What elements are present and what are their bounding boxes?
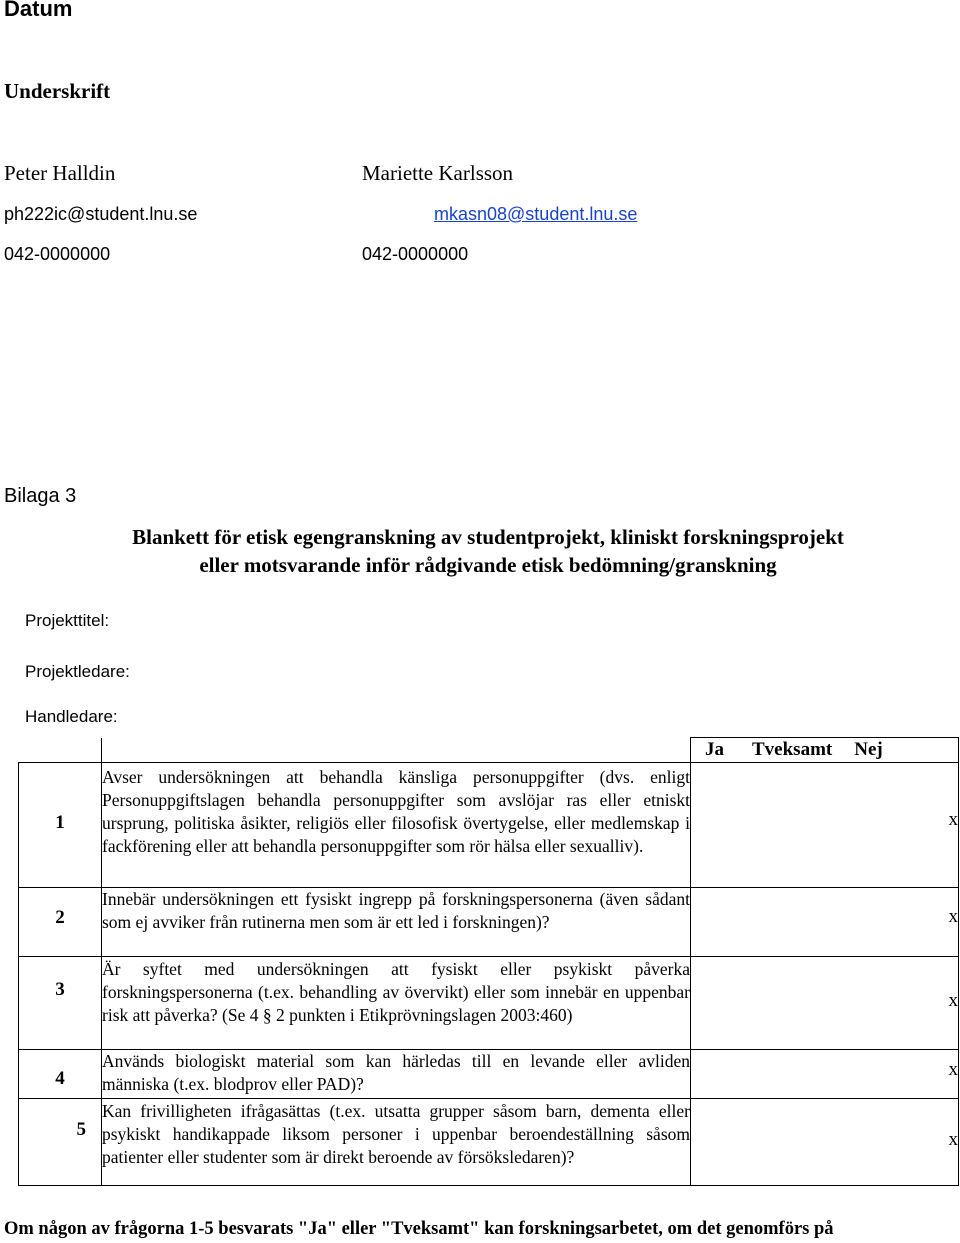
question-number: 5 (19, 1099, 102, 1186)
projekttitel-label: Projekttitel: (25, 611, 110, 630)
question-text: Innebär undersökningen ett fysiskt ingrepp på forskningspersonerna (även sådant som ej avviker från rutinerna men som är ett led i forskningen)? (102, 888, 691, 957)
header-spacer (102, 738, 691, 763)
answer-header-nej: Nej (854, 739, 883, 760)
question-text: Används biologiskt material som kan härledas till en levande eller avliden människa (t.ex. blodprov eller PAD)? (102, 1050, 691, 1099)
answer-header-row (19, 738, 959, 763)
question-text: Är syftet med undersökningen att fysiskt eller psykiskt påverka forskningspersonerna (t.ex. behandling av övervikt) eller som innebär en uppenbar risk att påverka? (Se 4 § 2 punkten i Etikprövningslagen 2003:460) (102, 957, 691, 1050)
underskrift-label: Underskrift (4, 79, 111, 103)
projektledare-label: Projektledare: (25, 662, 130, 681)
appendix-label: Bilaga 3 (4, 485, 77, 507)
signatory-2-email-link[interactable]: mkasn08@student.lnu.se (434, 204, 638, 224)
handledare-label: Handledare: (25, 707, 118, 726)
question-row-4 (19, 1050, 959, 1099)
question-row-5 (19, 1099, 959, 1186)
question-text: Kan frivilligheten ifrågasättas (t.ex. utsatta grupper såsom barn, dementa eller psykiskt handikappade liksom personer i uppenbar beroendeställning såsom patienter eller studenter som är direkt beroende av försöksledaren)? (102, 1099, 691, 1186)
question-answer-mark: x (691, 763, 959, 888)
signatory-1-email: ph222ic@student.lnu.se (4, 204, 198, 224)
question-row-1 (19, 763, 959, 888)
answer-header-cell (691, 738, 959, 763)
header-spacer (19, 738, 102, 763)
signatory-2-phone: 042-0000000 (362, 244, 469, 264)
datum-label: Datum (4, 0, 73, 21)
question-row-2 (19, 888, 959, 957)
answer-header-ja: Ja (705, 739, 724, 760)
signatory-1-name: Peter Halldin (4, 161, 116, 185)
question-number: 1 (19, 763, 102, 888)
form-title-line-2: eller motsvarande inför rådgivande etisk bedömning/granskning (199, 553, 777, 577)
question-number: 3 (19, 957, 102, 1050)
signatory-2-name: Mariette Karlsson (362, 161, 514, 185)
question-number: 4 (19, 1050, 102, 1099)
form-title-line-1: Blankett för etisk egengranskning av studentprojekt, kliniskt forskningsprojekt (132, 525, 844, 549)
question-row-3 (19, 957, 959, 1050)
question-number: 2 (19, 888, 102, 957)
signatory-1-phone: 042-0000000 (4, 244, 111, 264)
question-answer-mark: x (691, 1099, 959, 1186)
answer-header-tveksamt: Tveksamt (752, 739, 833, 760)
footer-note: Om någon av frågorna 1-5 besvarats "Ja" eller "Tveksamt" kan forskningsarbetet, om det genomförs på (4, 1219, 834, 1239)
ethics-question-table (18, 737, 959, 1186)
question-text: Avser undersökningen att behandla känsliga personuppgifter (dvs. enligt Personuppgiftslagen behandla personuppgifter som avslöjar ras eller etniskt ursprung, politiska åsikter, religiös eller filosofisk övertygelse, eller medlemskap i fackförening eller att behandla personuppgifter som rör hälsa eller sexualliv). (102, 763, 691, 888)
question-answer-mark: x (691, 1050, 959, 1099)
question-answer-mark: x (691, 888, 959, 957)
question-answer-mark: x (691, 957, 959, 1050)
